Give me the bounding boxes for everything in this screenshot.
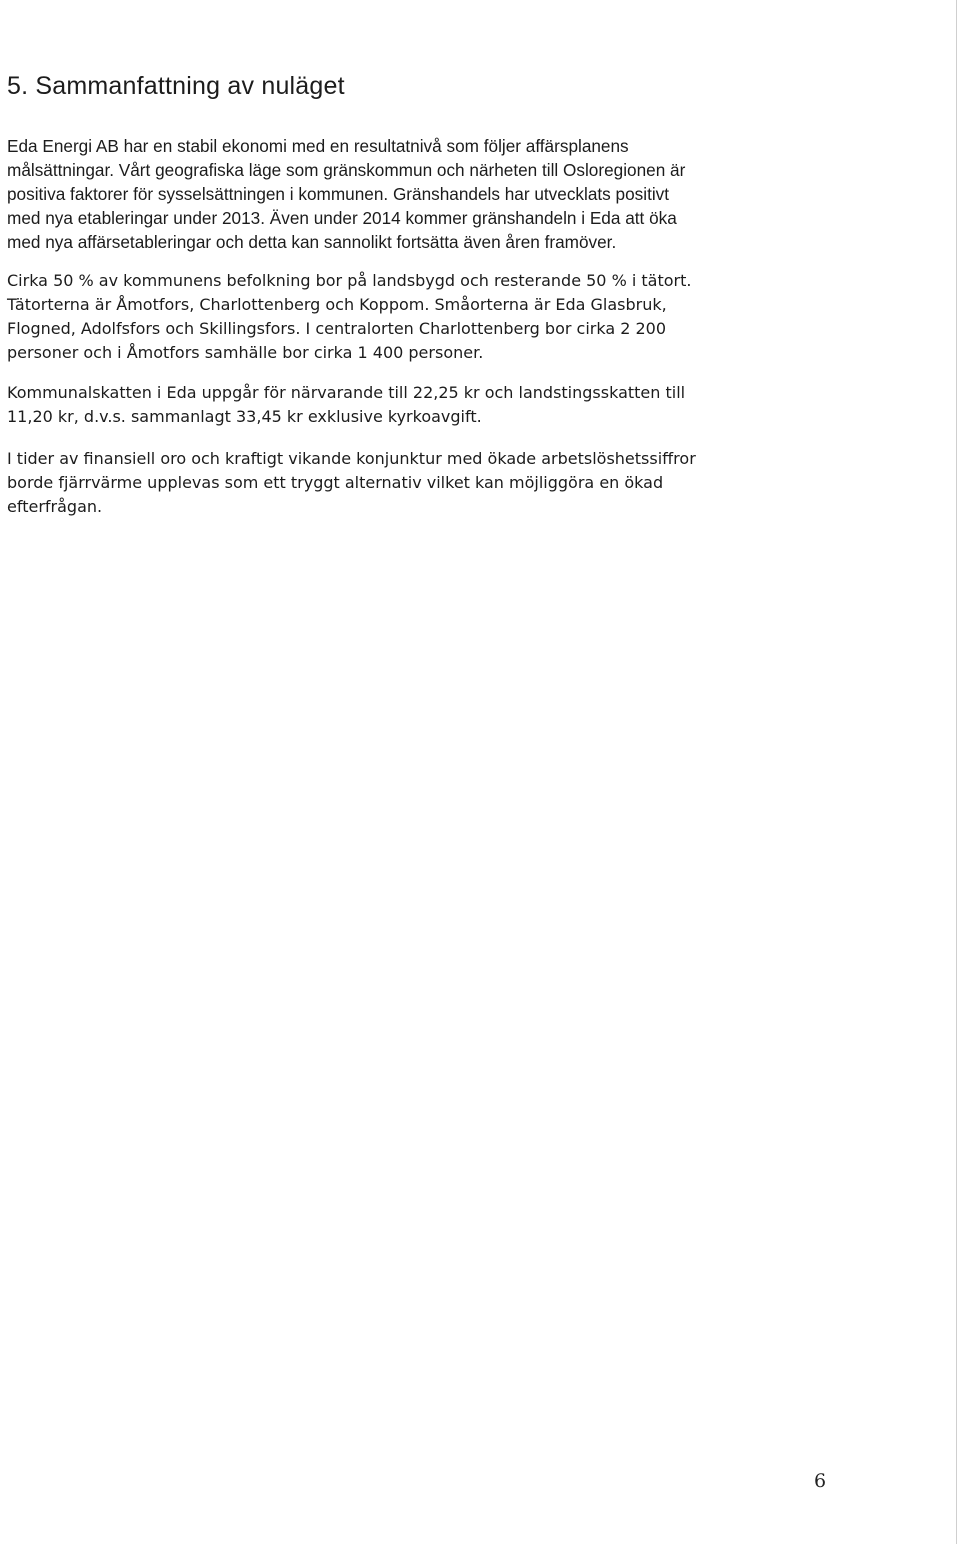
paragraph-tax: Kommunalskatten i Eda uppgår för närvarande till 22,25 kr och landstingsskatten till 11,20 kr, d.v.s. sammanlagt 33,45 kr exklusive kyrkoavgift. bbox=[7, 383, 686, 426]
page-edge-line bbox=[956, 0, 957, 1544]
paragraph-population: Cirka 50 % av kommunens befolkning bor på landsbygd och resterande 50 % i tätort. Tätorterna är Åmotfors, Charlottenberg och Koppom. Småorterna är Eda Glasbruk, Flogned, Adolfsfors och Skillingsfors. I centralorten Charlottenberg bor cirka 2 200 personer och i Åmotfors samhälle bor cirka 1 400 personer. bbox=[7, 271, 692, 362]
section-heading: 5. Sammanfattning av nuläget bbox=[7, 72, 345, 100]
paragraph-economy: Eda Energi AB har en stabil ekonomi med en resultatnivå som följer affärsplanens målsättningar. Vårt geografiska läge som gränskommun och närheten till Osloregionen är positiva faktorer för sysselsättningen i kommunen. Gränshandels har utvecklats positivt med nya etableringar under 2013. Även under 2014 kommer gränshandeln i Eda att öka med nya affärsetableringar och detta kan sannolikt fortsätta även åren framöver. bbox=[7, 136, 686, 252]
paragraph-district-heating: I tider av finansiell oro och kraftigt vikande konjunktur med ökade arbetslöshetssiffror borde fjärrvärme upplevas som ett tryggt alternativ vilket kan möjliggöra en ökad efterfrågan. bbox=[7, 449, 696, 516]
page-number: 6 bbox=[814, 1470, 827, 1492]
